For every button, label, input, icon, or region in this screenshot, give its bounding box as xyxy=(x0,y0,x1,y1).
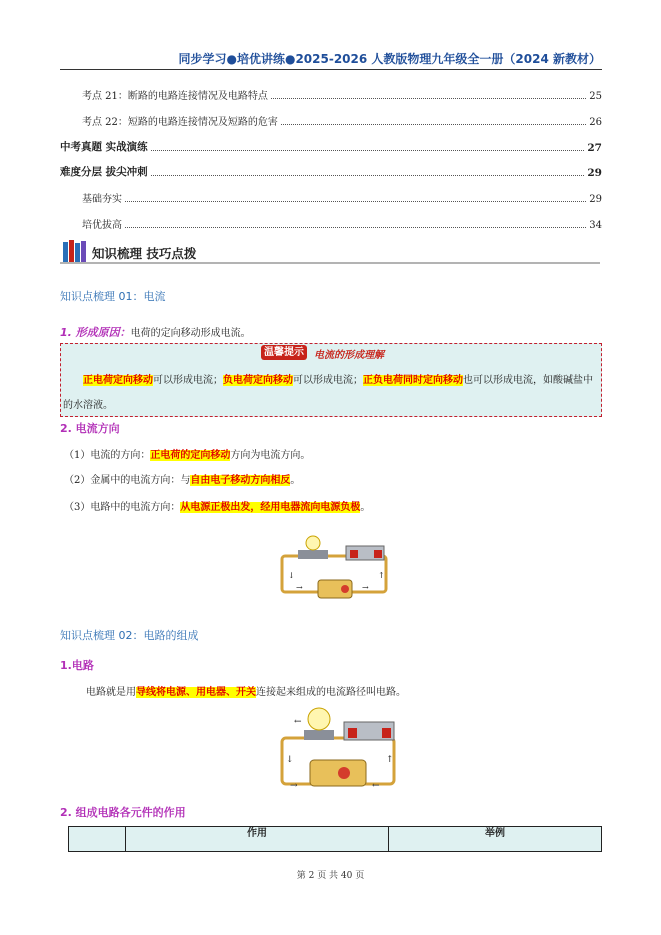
svg-text:↓: ↓ xyxy=(288,571,295,580)
toc-entry-text: 难度分层 拔尖冲刺 xyxy=(60,166,148,178)
toc-leader-dots xyxy=(281,124,586,125)
svg-text:→: → xyxy=(362,583,369,592)
item-heading: 2. 组成电路各元件的作用 xyxy=(60,806,186,819)
line-text: 。 xyxy=(290,475,301,486)
svg-text:←: ← xyxy=(294,717,302,727)
tip-box xyxy=(60,343,602,417)
item-formation-cause xyxy=(60,324,251,340)
line-highlight: 从电源正极出发，经用电器流向电源负极 xyxy=(180,502,361,513)
current-direction-line xyxy=(64,446,310,461)
toc-entry[interactable] xyxy=(60,86,602,102)
toc-entry-text: 考点 22：短路的电路连接情况及短路的危害 xyxy=(82,117,278,128)
tip-title: 电流的形成理解 xyxy=(314,350,384,361)
toc-entry[interactable] xyxy=(60,138,602,154)
line-text: （2）金属中的电流方向：与 xyxy=(64,475,191,486)
toc-leader-dots xyxy=(271,98,586,99)
page-footer: 第 2 页 共 40 页 xyxy=(296,871,365,881)
toc-leader-dots xyxy=(151,150,585,151)
page-header-title: 同步学习●培优讲练●2025-2026 人教版物理九年级全一册（2024 新教材） xyxy=(178,52,601,66)
current-direction-line xyxy=(64,498,370,513)
tip-text-part: 可以形成电流； xyxy=(153,375,223,386)
svg-text:↓: ↓ xyxy=(286,755,294,765)
item-text: 电荷的定向移动形成电流。 xyxy=(130,328,251,339)
toc-entry-text: 中考真题 实战演练 xyxy=(60,141,148,153)
tip-highlight: 正电荷定向移动 xyxy=(83,375,153,386)
table-header-cell: 举例 xyxy=(485,828,505,839)
toc-entry[interactable] xyxy=(60,112,602,128)
line-text: 。 xyxy=(360,502,371,513)
tip-highlight: 负电荷定向移动 xyxy=(223,375,293,386)
svg-text:←: ← xyxy=(372,781,380,791)
toc-entry-page: 27 xyxy=(587,142,602,154)
tip-highlight: 正负电荷同时定向移动 xyxy=(363,375,463,386)
line-text: （1）电流的方向： xyxy=(64,450,151,461)
tip-badge: 温馨提示 xyxy=(261,345,307,360)
toc-leader-dots xyxy=(125,201,586,202)
line-text: （3）电路中的电流方向： xyxy=(64,502,181,513)
line-text: 方向为电流方向。 xyxy=(230,450,311,461)
circuit-diagram xyxy=(276,704,402,794)
toc-entry[interactable] xyxy=(60,215,602,231)
svg-text:↑: ↑ xyxy=(386,755,394,765)
tip-text xyxy=(61,368,601,418)
line-highlight: 导线将电源、用电器、开关 xyxy=(136,687,256,698)
circuit-diagram xyxy=(276,534,392,600)
table-header-cell xyxy=(69,827,126,851)
toc-entry-text: 基础夯实 xyxy=(82,194,122,205)
toc-entry[interactable] xyxy=(60,189,602,205)
toc-entry[interactable] xyxy=(60,163,602,179)
knowledge-point-title: 知识点梳理 02：电路的组成 xyxy=(60,629,199,642)
knowledge-point-title: 知识点梳理 01：电流 xyxy=(60,290,166,303)
toc-entry-page: 26 xyxy=(589,117,602,128)
toc-leader-dots xyxy=(125,227,586,228)
item-heading: 1.电路 xyxy=(60,659,94,672)
header-divider xyxy=(60,69,602,70)
line-highlight: 自由电子移动方向相反 xyxy=(190,475,291,486)
item-heading: 1. 形成原因： xyxy=(60,326,131,339)
svg-text:↑: ↑ xyxy=(378,571,385,580)
toc-entry-page: 34 xyxy=(589,220,602,231)
svg-text:→: → xyxy=(296,583,303,592)
section-banner-title: 知识梳理 技巧点拨 xyxy=(92,246,197,261)
toc-leader-dots xyxy=(151,175,585,176)
toc-entry-page: 25 xyxy=(589,91,602,102)
circuit-definition xyxy=(86,683,406,698)
toc-entry-page: 29 xyxy=(589,194,602,205)
table-header-cell: 作用 xyxy=(126,827,389,851)
current-direction-line xyxy=(64,471,300,486)
tip-text-part: 也可以形成电流，如酸碱盐中的水溶液。 xyxy=(63,375,593,411)
section-banner-underline xyxy=(60,262,600,264)
toc-entry-page: 29 xyxy=(587,167,602,179)
toc-entry-text: 考点 21：断路的电路连接情况及电路特点 xyxy=(82,91,268,102)
svg-text:→: → xyxy=(290,781,298,791)
item-heading: 2. 电流方向 xyxy=(60,422,120,435)
tip-text-part: 可以形成电流； xyxy=(293,375,363,386)
line-text: 电路就是用 xyxy=(86,687,136,698)
toc-entry-text: 培优拔高 xyxy=(82,220,122,231)
line-highlight: 正电荷的定向移动 xyxy=(150,450,231,461)
components-table-header xyxy=(68,826,602,852)
books-icon xyxy=(62,240,90,264)
line-text: 连接起来组成的电流路径叫电路。 xyxy=(256,687,406,698)
